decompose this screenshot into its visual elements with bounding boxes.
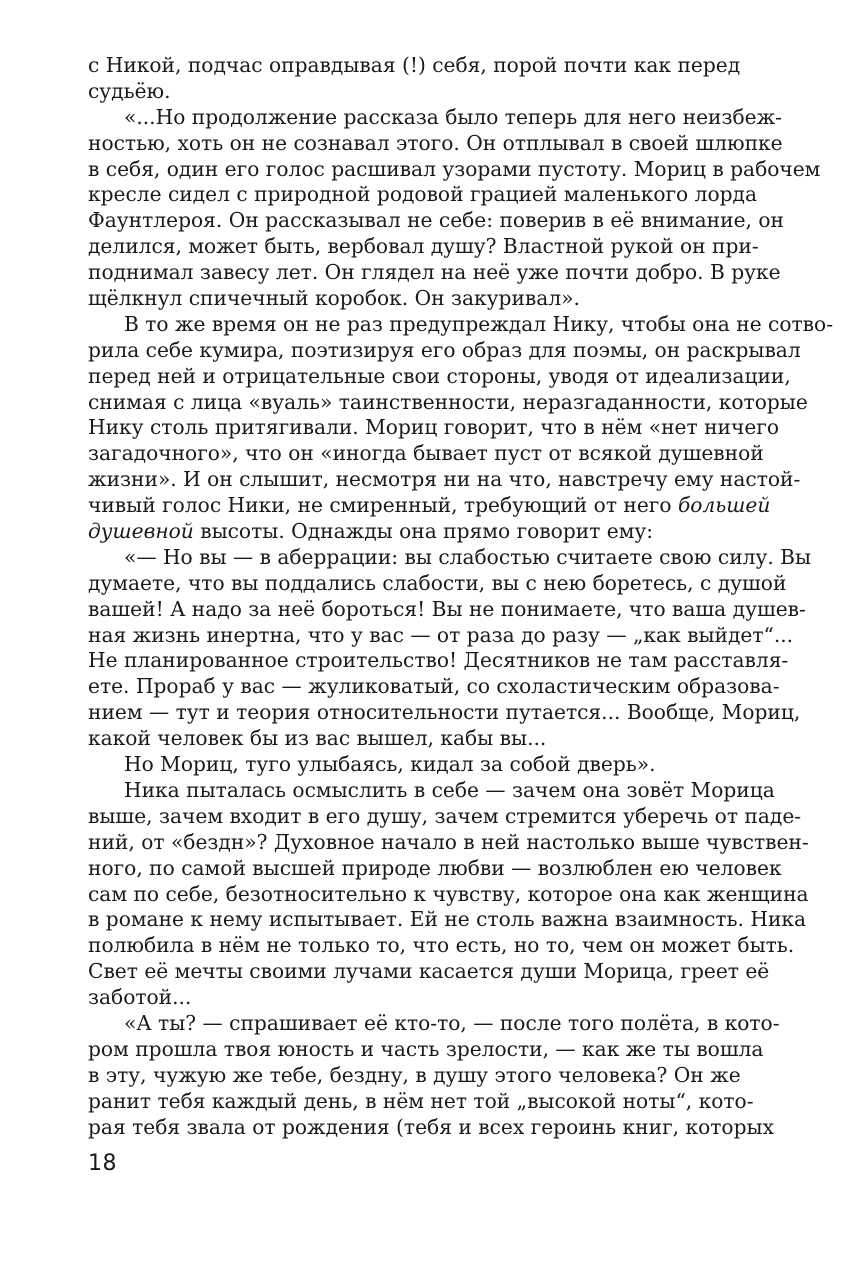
line-text: жизни». И он слышит, несмотря ни на что, навстречу ему настой- xyxy=(88,467,801,492)
text-line xyxy=(88,777,775,804)
text-line xyxy=(88,933,795,959)
line-text: «— Но вы — в аберрации: вы слабостью считаете свою силу. Вы xyxy=(124,544,812,569)
line-text: загадочного», что он «иногда бывает пуст от всякой душевной xyxy=(88,441,764,466)
text-line xyxy=(88,907,807,933)
line-text: ром прошла твоя юность и часть зрелости, — как же ты вошла xyxy=(88,1036,764,1061)
line-text: думаете, что вы поддались слабости, вы с нею боретесь, с душой xyxy=(88,570,787,595)
text-line xyxy=(88,622,794,649)
text-line xyxy=(88,53,740,79)
text-line xyxy=(88,881,809,908)
line-text: полюбила в нём не только то, что есть, но то, чем он может быть. xyxy=(88,933,795,958)
line-text: Но Мориц, туго улыбаясь, кидал за собой дверь». xyxy=(124,752,656,777)
text-line xyxy=(88,803,802,830)
text-line xyxy=(88,596,806,623)
text-line xyxy=(88,519,740,545)
text-line xyxy=(88,493,771,519)
text-line xyxy=(88,311,834,338)
emphasis-text: большей xyxy=(677,493,771,518)
text-line xyxy=(88,544,812,571)
line-text: делился, может быть, вербовал душу? Властной рукой он при- xyxy=(88,234,759,259)
line-text: чивый голос Ники, не смиренный, требующий от него xyxy=(88,493,678,518)
text-line xyxy=(88,985,740,1011)
text-line xyxy=(88,467,801,493)
line-text: высоты. Однажды она прямо говорит ему: xyxy=(193,519,654,544)
text-line xyxy=(88,674,780,700)
text-line xyxy=(88,1010,780,1037)
text-line xyxy=(88,1088,754,1115)
line-text: в себя, один его голос расшивал узорами пустоту. Мориц в рабочем xyxy=(88,156,821,181)
text-line xyxy=(88,130,783,157)
line-text: рила себе кумира, поэтизируя его образ для поэмы, он раскрывал xyxy=(88,337,801,362)
line-text: Нику столь притягивали. Мориц говорит, что в нём «нет ничего xyxy=(88,415,780,440)
line-text: Не планированное строительство! Десятников не там расставля- xyxy=(88,648,789,673)
text-line xyxy=(88,182,757,208)
line-text: ная жизнь инертна, что у вас — от раза до разу — „как выйдет“... xyxy=(88,622,794,647)
line-text: щёлкнул спичечный коробок. Он закуривал». xyxy=(88,286,580,311)
text-body xyxy=(88,53,834,1140)
emphasis-text: душевной xyxy=(88,519,194,544)
text-line xyxy=(88,752,740,778)
text-line xyxy=(88,1036,764,1063)
text-line xyxy=(88,648,789,674)
line-text: перед ней и отрицательные свои стороны, уводя от идеализации, xyxy=(88,363,791,388)
text-line xyxy=(88,829,809,856)
line-text: «...Но продолжение рассказа было теперь для него неизбеж- xyxy=(124,104,782,129)
line-text: «А ты? — спрашивает её кто-то, — после того полёта, в кото- xyxy=(124,1010,780,1035)
line-text: Свет её мечты своими лучами касается души Морица, греет её xyxy=(88,959,770,984)
line-text: с Никой, подчас оправдывая (!) себя, порой почти как перед xyxy=(88,53,741,77)
text-line xyxy=(88,700,801,726)
text-line xyxy=(88,79,740,105)
text-line xyxy=(88,726,740,752)
text-line xyxy=(88,208,784,234)
line-text: В то же время он не раз предупреждал Нику, чтобы она не сотво- xyxy=(124,311,834,336)
line-text: рая тебя звала от рождения (тебя и всех героинь книг, которых xyxy=(88,1114,774,1139)
text-line xyxy=(88,260,781,286)
line-text: кресле сидел с природной родовой грацией маленького лорда xyxy=(88,182,757,207)
line-text: в романе к нему испытывает. Ей не столь важна взаимность. Ника xyxy=(88,907,807,932)
line-text: ностью, хоть он не сознавал этого. Он отплывал в своей шлюпке xyxy=(88,130,783,155)
line-text: ранит тебя каждый день, в нём нет той „высокой ноты“, кото- xyxy=(88,1088,754,1113)
text-line xyxy=(88,441,764,467)
line-text: вашей! А надо за неё бороться! Вы не понимаете, что ваша душев- xyxy=(88,596,806,621)
line-text: ний, от «бездн»? Духовное начало в ней настолько выше чувствен- xyxy=(88,829,809,854)
line-text: Ника пыталась осмыслить в себе — зачем она зовёт Морица xyxy=(124,777,775,802)
text-line xyxy=(88,855,782,882)
text-line xyxy=(88,1114,774,1141)
line-text: выше, зачем входит в его душу, зачем стремится уберечь от паде- xyxy=(88,803,802,828)
text-line xyxy=(88,389,808,416)
text-line xyxy=(88,1063,740,1089)
text-line xyxy=(88,337,801,364)
line-text: заботой... xyxy=(88,985,192,1010)
text-line xyxy=(88,415,780,441)
line-text: нием — тут и теория относительности путается... Вообще, Мориц, xyxy=(88,700,801,725)
text-line xyxy=(88,104,782,131)
text-line xyxy=(88,234,759,260)
line-text: ете. Прораб у вас — жуликоватый, со схоластическим образова- xyxy=(88,674,780,699)
line-text: в эту, чужую же тебе, бездну, в душу этого человека? Он же xyxy=(88,1062,741,1087)
line-text: ного, по самой высшей природе любви — возлюблен ею человек xyxy=(88,855,782,880)
text-line xyxy=(88,363,791,390)
line-text: снимая с лица «вуаль» таинственности, неразгаданности, которые xyxy=(88,389,808,414)
text-line xyxy=(88,570,787,597)
line-text: сам по себе, безотносительно к чувству, которое она как женщина xyxy=(88,881,809,906)
line-text: судьёю. xyxy=(88,78,171,103)
text-line xyxy=(88,286,740,312)
line-text: какой человек бы из вас вышел, кабы вы... xyxy=(88,726,547,751)
line-text: поднимал завесу лет. Он глядел на неё уже почти добро. В руке xyxy=(88,260,781,285)
text-line xyxy=(88,156,821,183)
text-line xyxy=(88,959,770,985)
page-number: 18 xyxy=(88,1151,117,1176)
line-text: Фаунтлероя. Он рассказывал не себе: поверив в её внимание, он xyxy=(88,208,784,233)
